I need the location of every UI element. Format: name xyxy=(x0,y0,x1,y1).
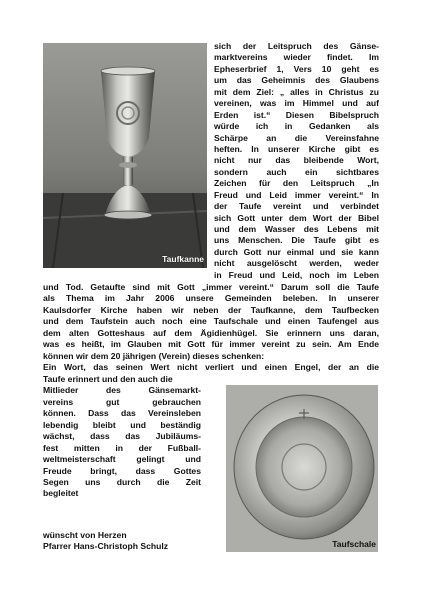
signature-greeting: wünscht von Herzen xyxy=(43,530,127,540)
text-line: würde ich in Gedanken als xyxy=(214,121,379,132)
caption-taufkanne: Taufkanne xyxy=(162,254,204,264)
text-line: lebendig bleibt und beständig xyxy=(43,419,201,430)
text-line: fest mitten in der Fußball- xyxy=(43,442,201,453)
caption-taufschale: Taufschale xyxy=(332,539,376,549)
text-line: als Thema im Jahr 2006 unsere Gemeinden beleben. In unserer xyxy=(43,293,379,304)
taufkanne-image xyxy=(43,43,207,268)
text-line: können wir dem 20 jährigen (Verein) dieses schenken: xyxy=(43,350,265,361)
text-line: Freud und Leid immer vereint.“ In xyxy=(214,189,379,200)
text-line: nicht ausgelöscht werden, weder xyxy=(214,258,379,269)
text-line: mit dem Ziel: „ alles in Christus zu xyxy=(214,86,379,97)
text-line: marktvereins wieder findet. Im xyxy=(214,52,379,63)
text-line: können. Dass das Vereinsleben xyxy=(43,408,201,419)
text-line: der Taufe vereint und verbindet xyxy=(214,201,379,212)
text-line: heften. In unserer Kirche gibt es xyxy=(214,143,379,154)
text-line: Epheserbrief 1, Vers 10 geht es xyxy=(214,63,379,74)
text-line: Ein Wort, das seinen Wert nicht verliert und einen Engel, der an die xyxy=(43,362,379,373)
signature xyxy=(43,530,213,553)
text-line: Taufe erinnert und den auch die xyxy=(43,374,173,384)
text-line: Kaulsdorfer Kirche haben wir neben der Taufkanne, dem Taufbecken xyxy=(43,304,379,315)
text-line: in Freud und Leid, noch im Leben xyxy=(214,269,379,280)
text-line: um das Geheimnis des Glaubens xyxy=(214,75,379,86)
text-line: durch Gott nur einmal und sie kann xyxy=(214,246,379,257)
text-line: vereins gut gebrauchen xyxy=(43,396,201,407)
text-line: und dem Wasser des Lebens mit xyxy=(214,224,379,234)
text-line: Mitlieder des Gänsemarkt- xyxy=(43,385,201,396)
text-line: Zeichen für den Leitspruch „In xyxy=(214,178,379,189)
text-line: sich der Leitspruch des Gänse- xyxy=(214,41,379,51)
text-line: sich Gott unter dem Wort der Bibel xyxy=(214,212,379,223)
full-width-text xyxy=(43,282,379,374)
text-line: uns Menschen. Die Taufe gibt es xyxy=(214,235,379,246)
column-right-text xyxy=(214,41,379,281)
text-line: Segen uns durch die Zeit xyxy=(43,476,201,487)
photo-taufkanne xyxy=(43,43,207,268)
signature-name: Pfarrer Hans-Christoph Schulz xyxy=(43,541,169,552)
text-line: weltmeisterschaft gelingt und xyxy=(43,454,201,465)
text-line: vereinen, was im Himmel und auf xyxy=(214,98,379,109)
text-line: und Tod. Getaufte sind mit Gott „immer vereint.“ Darum soll die Taufe xyxy=(43,282,379,292)
text-line: Schärpe an die Vereinsfahne xyxy=(214,132,379,143)
text-line: wächst, dass das Jubiläums- xyxy=(43,431,201,442)
text-line: begleitet xyxy=(43,488,79,499)
text-line: Freude bringt, dass Gottes xyxy=(43,465,201,476)
photo-taufschale xyxy=(226,385,378,552)
taufschale-image xyxy=(226,385,378,552)
text-line: und dem Taufstein auch noch eine Taufschale und einen Taufengel aus xyxy=(43,316,379,327)
text-line: nicht nur das bleibende Wort, xyxy=(214,155,379,166)
text-line: dem alten Gotteshaus auf dem Ägidienhügel. Sie erinnern uns daran, xyxy=(43,327,379,338)
text-line: was es heißt, im Glauben mit Gott für immer vereint zu sein. Am Ende xyxy=(43,339,379,350)
text-line: Erden ist.“ Diesen Bibelspruch xyxy=(214,109,379,120)
text-line: sondern auch ein sichtbares xyxy=(214,166,379,177)
column-left-text xyxy=(43,374,201,500)
